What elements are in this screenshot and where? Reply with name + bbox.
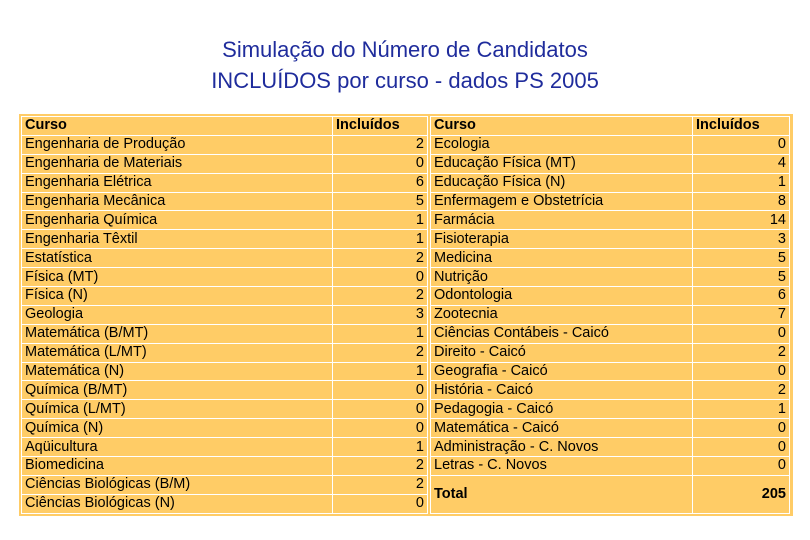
table-row (22, 249, 428, 268)
table-row (22, 381, 428, 400)
table-row (431, 230, 790, 249)
course-name: Nutrição (431, 268, 693, 287)
included-count: 2 (333, 475, 428, 494)
page-title (0, 34, 810, 96)
title-line-2: INCLUÍDOS por curso - dados PS 2005 (211, 68, 599, 93)
included-count: 0 (693, 438, 790, 457)
included-count: 1 (333, 324, 428, 343)
table-row (22, 211, 428, 230)
table-row (431, 419, 790, 438)
included-count: 14 (693, 211, 790, 230)
table-row (431, 211, 790, 230)
course-name: Ciências Biológicas (N) (22, 494, 333, 513)
included-count: 5 (333, 192, 428, 211)
header-incluidos: Incluídos (693, 117, 790, 136)
table-row (22, 400, 428, 419)
course-name: História - Caicó (431, 381, 693, 400)
table-row (22, 230, 428, 249)
total-row (431, 475, 790, 513)
table-row (22, 287, 428, 306)
course-name: Letras - C. Novos (431, 457, 693, 476)
included-count: 2 (693, 381, 790, 400)
table-row (431, 343, 790, 362)
table-row (22, 192, 428, 211)
included-count: 1 (333, 211, 428, 230)
table-row (22, 457, 428, 476)
included-count: 0 (333, 494, 428, 513)
included-count: 2 (333, 457, 428, 476)
included-count: 0 (693, 419, 790, 438)
included-count: 0 (693, 324, 790, 343)
course-name: Química (B/MT) (22, 381, 333, 400)
table-row (431, 135, 790, 154)
course-name: Medicina (431, 249, 693, 268)
included-count: 0 (693, 457, 790, 476)
header-incluidos: Incluídos (333, 117, 428, 136)
course-name: Direito - Caicó (431, 343, 693, 362)
included-count: 4 (693, 154, 790, 173)
title-line-1: Simulação do Número de Candidatos (222, 37, 588, 62)
table-header-row (22, 117, 428, 136)
included-count: 0 (693, 135, 790, 154)
included-count: 1 (693, 400, 790, 419)
course-name: Ciências Biológicas (B/M) (22, 475, 333, 494)
included-count: 2 (333, 135, 428, 154)
table-row (431, 249, 790, 268)
included-count: 6 (333, 173, 428, 192)
data-table-panel (19, 114, 793, 516)
included-count: 5 (693, 268, 790, 287)
table-row (22, 343, 428, 362)
course-name: Engenharia Têxtil (22, 230, 333, 249)
table-row (22, 154, 428, 173)
course-name: Aqüicultura (22, 438, 333, 457)
course-name: Química (N) (22, 419, 333, 438)
course-name: Educação Física (N) (431, 173, 693, 192)
course-name: Engenharia Química (22, 211, 333, 230)
course-name: Ecologia (431, 135, 693, 154)
course-name: Zootecnia (431, 305, 693, 324)
course-name: Engenharia Mecânica (22, 192, 333, 211)
table-row (22, 438, 428, 457)
course-name: Farmácia (431, 211, 693, 230)
course-name: Odontologia (431, 287, 693, 306)
course-name: Educação Física (MT) (431, 154, 693, 173)
included-count: 1 (333, 362, 428, 381)
included-count: 6 (693, 287, 790, 306)
course-name: Engenharia de Produção (22, 135, 333, 154)
table-row (431, 457, 790, 476)
table-row (431, 305, 790, 324)
table-row (431, 324, 790, 343)
table-row (22, 135, 428, 154)
header-curso: Curso (22, 117, 333, 136)
table-row (431, 362, 790, 381)
course-name: Estatística (22, 249, 333, 268)
course-name: Matemática (B/MT) (22, 324, 333, 343)
course-name: Geologia (22, 305, 333, 324)
course-name: Física (N) (22, 287, 333, 306)
course-name: Matemática (N) (22, 362, 333, 381)
table-row (431, 154, 790, 173)
included-count: 7 (693, 305, 790, 324)
table-row (431, 173, 790, 192)
included-count: 1 (693, 173, 790, 192)
included-count: 0 (333, 381, 428, 400)
table-row (22, 419, 428, 438)
table-row (22, 475, 428, 494)
table-row (22, 173, 428, 192)
included-count: 8 (693, 192, 790, 211)
table-row (22, 362, 428, 381)
table-row (431, 268, 790, 287)
table-row (431, 400, 790, 419)
course-name: Geografia - Caicó (431, 362, 693, 381)
included-count: 0 (693, 362, 790, 381)
course-name: Engenharia Elétrica (22, 173, 333, 192)
table-row (22, 494, 428, 513)
right-table (430, 116, 790, 514)
total-label: Total (431, 475, 693, 513)
left-table (21, 116, 428, 514)
table-row (22, 268, 428, 287)
course-name: Enfermagem e Obstetrícia (431, 192, 693, 211)
course-name: Matemática - Caicó (431, 419, 693, 438)
included-count: 0 (333, 268, 428, 287)
included-count: 1 (333, 438, 428, 457)
course-name: Fisioterapia (431, 230, 693, 249)
included-count: 0 (333, 419, 428, 438)
table-row (22, 324, 428, 343)
table-row (431, 381, 790, 400)
course-name: Biomedicina (22, 457, 333, 476)
header-curso: Curso (431, 117, 693, 136)
included-count: 0 (333, 154, 428, 173)
included-count: 2 (333, 287, 428, 306)
table-row (22, 305, 428, 324)
included-count: 2 (693, 343, 790, 362)
course-name: Ciências Contábeis - Caicó (431, 324, 693, 343)
course-name: Química (L/MT) (22, 400, 333, 419)
course-name: Física (MT) (22, 268, 333, 287)
course-name: Matemática (L/MT) (22, 343, 333, 362)
table-row (431, 438, 790, 457)
included-count: 5 (693, 249, 790, 268)
total-value: 205 (693, 475, 790, 513)
included-count: 1 (333, 230, 428, 249)
included-count: 3 (693, 230, 790, 249)
included-count: 3 (333, 305, 428, 324)
table-header-row (431, 117, 790, 136)
table-row (431, 287, 790, 306)
included-count: 0 (333, 400, 428, 419)
included-count: 2 (333, 249, 428, 268)
course-name: Engenharia de Materiais (22, 154, 333, 173)
course-name: Pedagogia - Caicó (431, 400, 693, 419)
course-name: Administração - C. Novos (431, 438, 693, 457)
table-row (431, 192, 790, 211)
included-count: 2 (333, 343, 428, 362)
